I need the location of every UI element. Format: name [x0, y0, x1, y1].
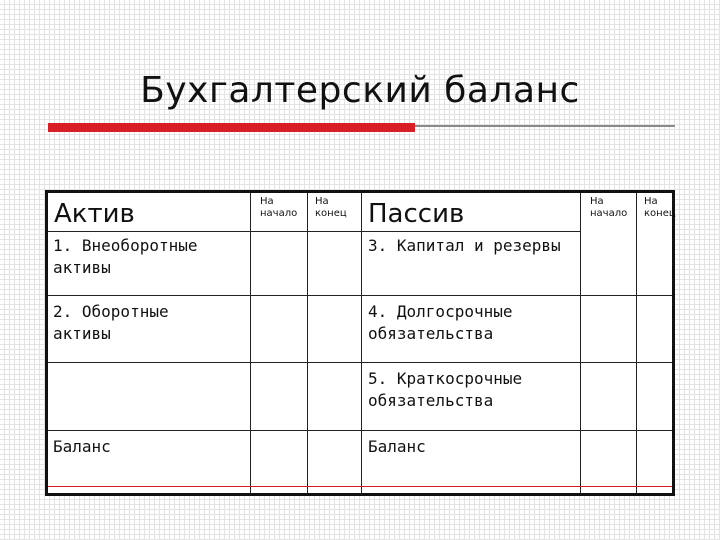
- col-divider: [307, 193, 308, 493]
- header-na-nachalo-right: На начало: [590, 196, 628, 219]
- header-aktiv: Актив: [54, 199, 135, 229]
- row-divider-red: [48, 486, 672, 487]
- col-divider: [250, 193, 251, 493]
- col-divider: [580, 193, 581, 493]
- header-na-konec-left: На конец: [315, 196, 347, 219]
- row-aktiv-cell: 2. Оборотные активы: [53, 302, 169, 343]
- row-passiv-cell: 4. Долгосрочные обязательства: [368, 302, 513, 343]
- balance-table: [45, 190, 675, 496]
- row-divider: [48, 231, 580, 232]
- row-passiv-cell: 3. Капитал и резервы: [368, 236, 561, 255]
- slide-title: Бухгалтерский баланс: [140, 70, 580, 111]
- title-underline-gray: [415, 125, 675, 127]
- row-divider: [48, 295, 672, 296]
- row-aktiv-cell: 1. Внеоборотные активы: [53, 236, 198, 277]
- row-divider: [48, 362, 672, 363]
- row-passiv-cell: 5. Краткосрочные обязательства: [368, 369, 523, 410]
- header-na-konec-right: На конец: [644, 196, 676, 219]
- header-passiv: Пассив: [368, 199, 465, 229]
- header-na-nachalo-left: На начало: [260, 196, 298, 219]
- title-underline-red: [48, 123, 415, 132]
- row-aktiv-balance: Баланс: [53, 437, 111, 456]
- col-divider: [636, 193, 637, 493]
- col-divider: [361, 193, 362, 493]
- row-passiv-balance: Баланс: [368, 437, 426, 456]
- row-divider: [48, 430, 672, 431]
